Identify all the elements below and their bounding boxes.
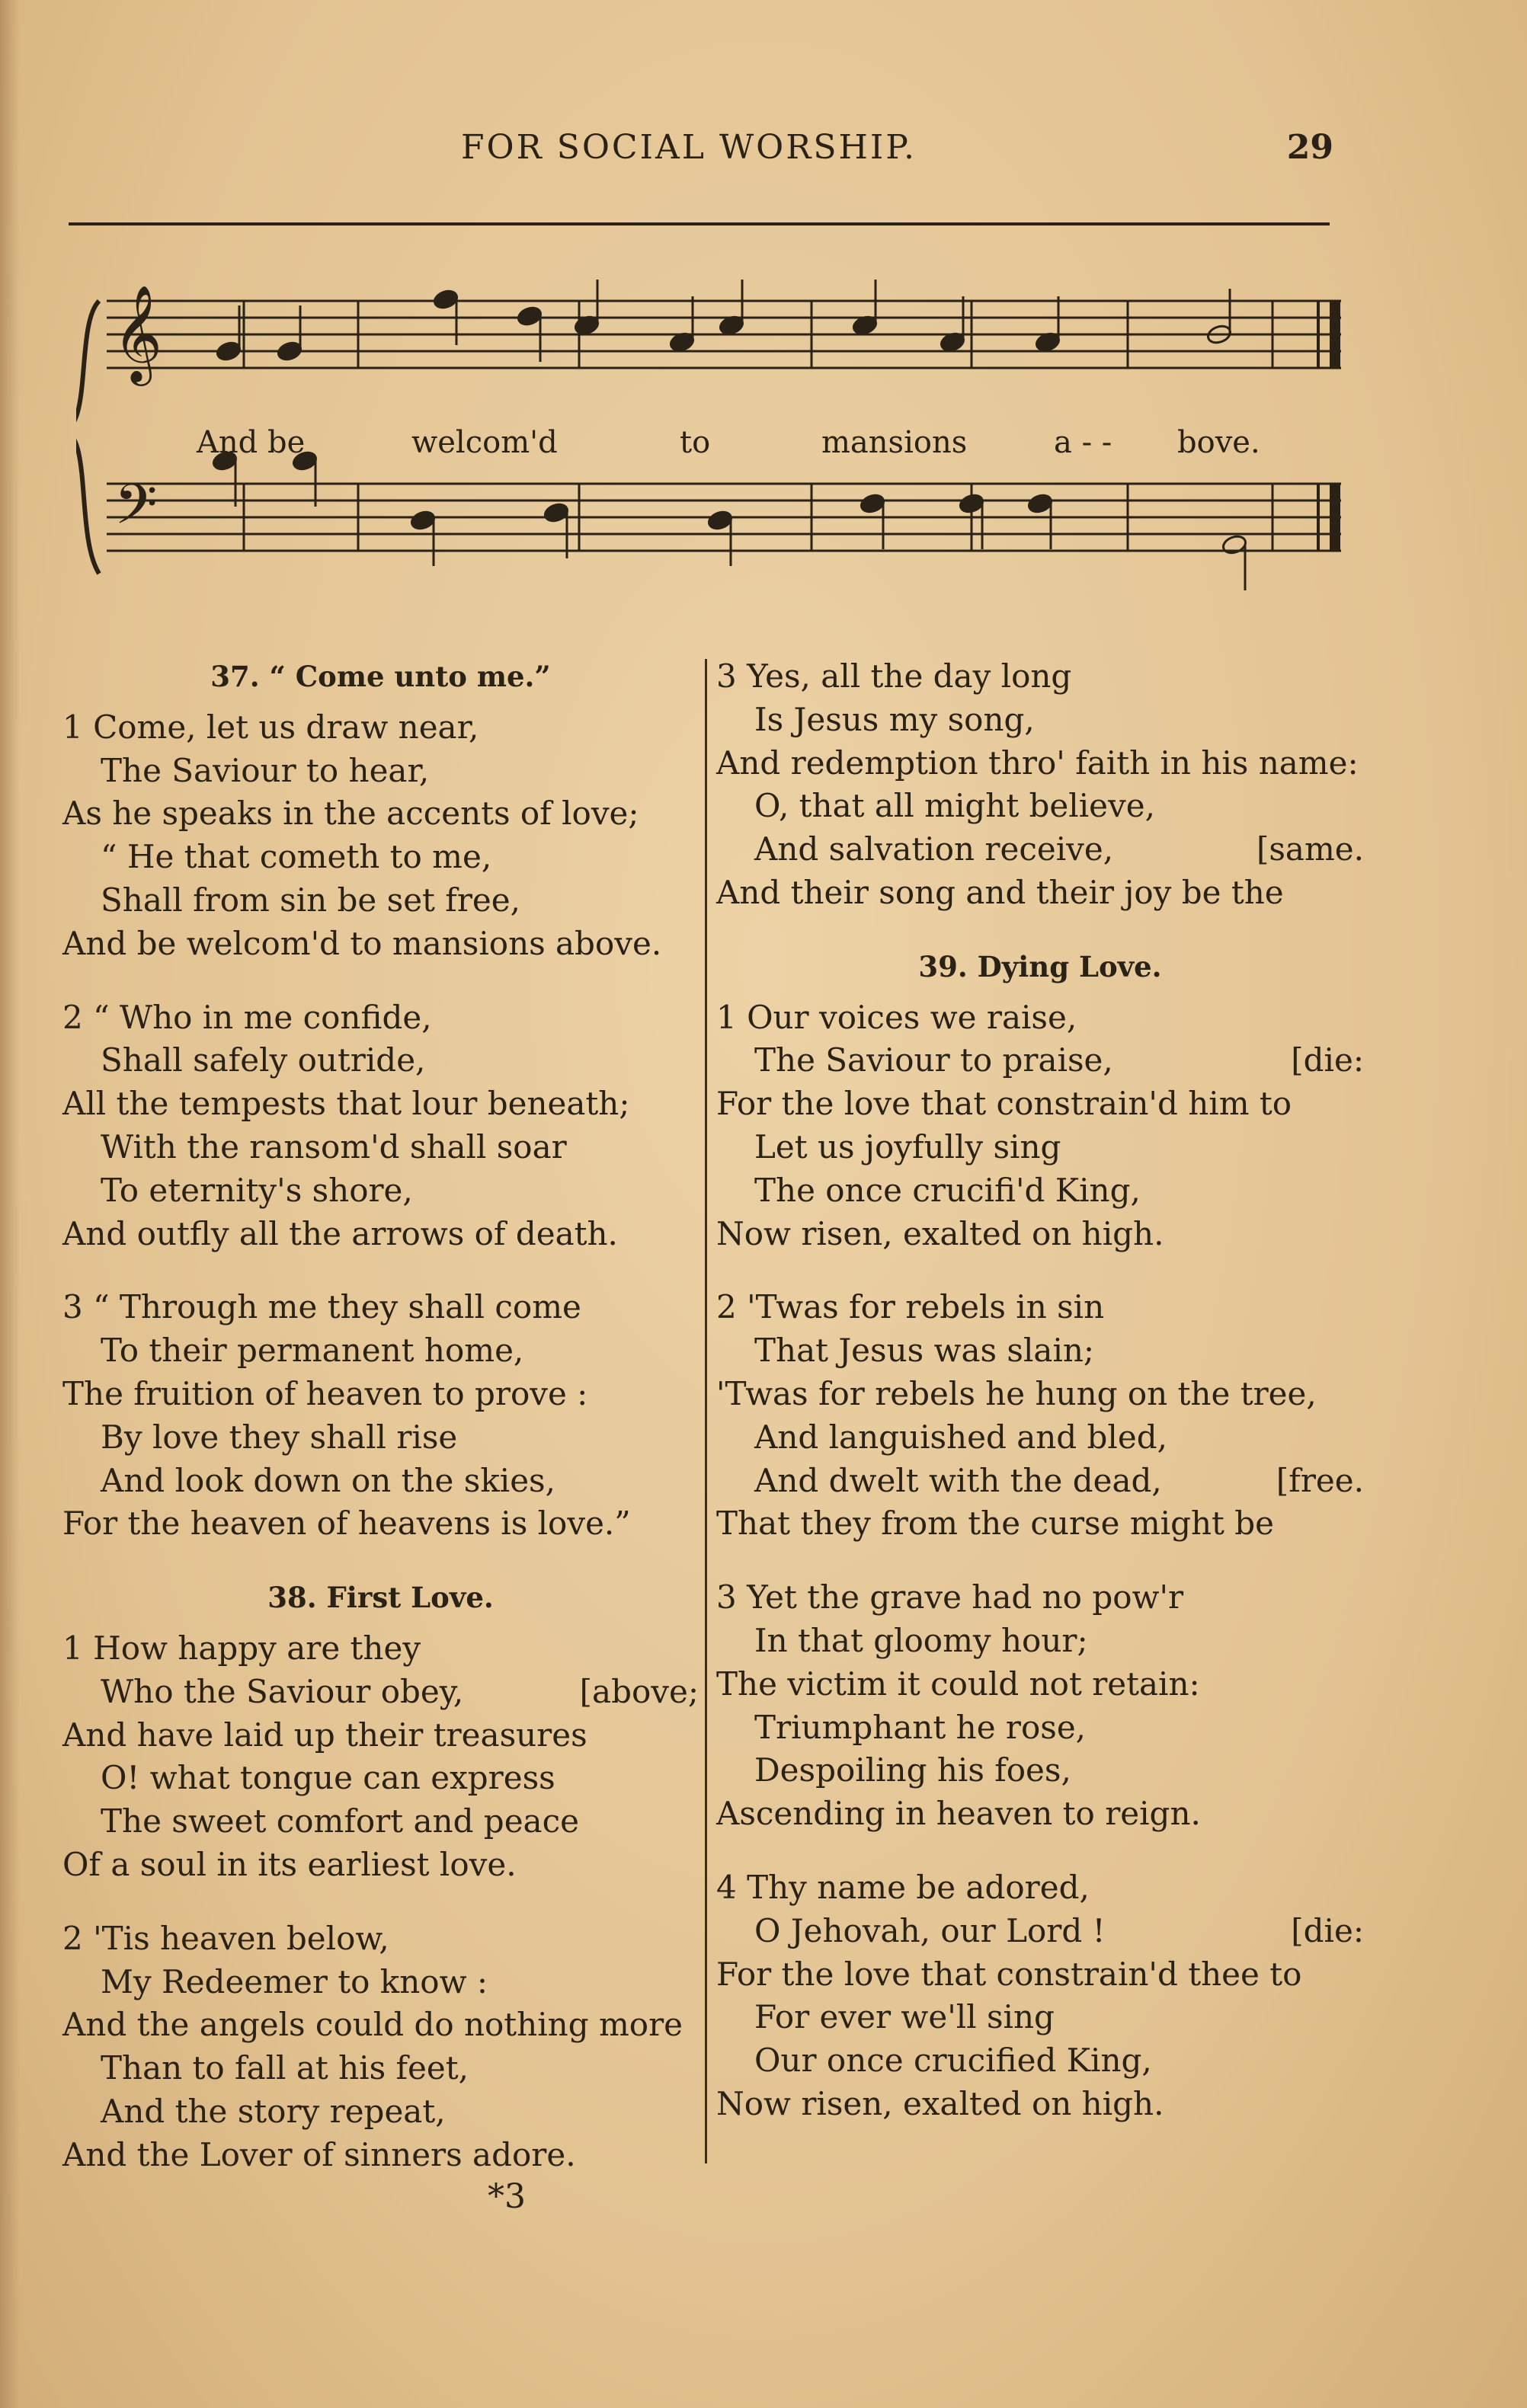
verse-line bbox=[62, 1714, 699, 1757]
verse-line-text: And have laid up their treasures bbox=[62, 1716, 587, 1754]
verse-line bbox=[62, 879, 699, 923]
verse-line-text: Our once crucified King, bbox=[754, 2042, 1152, 2080]
right-column bbox=[716, 655, 1364, 2157]
note-head bbox=[409, 509, 436, 531]
lyric-syllable: a - - bbox=[1054, 425, 1112, 460]
note-head bbox=[859, 492, 885, 514]
verse-line bbox=[62, 1126, 699, 1169]
note-head bbox=[706, 509, 733, 531]
verse-line bbox=[62, 1800, 699, 1844]
verse-line-text: 2 'Tis heaven below, bbox=[62, 1919, 389, 1957]
verse-line bbox=[62, 1082, 699, 1126]
lyric-syllable: And be bbox=[197, 425, 306, 460]
verse-line-text: 3 Yet the grave had no pow'r bbox=[716, 1578, 1184, 1617]
lyric-syllable: welcom'd bbox=[411, 425, 558, 460]
verse-line-text: O, that all might believe, bbox=[754, 787, 1155, 825]
verse-line bbox=[62, 996, 699, 1040]
stanza bbox=[62, 1627, 699, 1887]
verse-line bbox=[716, 1460, 1364, 1503]
stanza bbox=[716, 1576, 1364, 1836]
verse-line bbox=[716, 785, 1364, 828]
final-bar-thick bbox=[1330, 484, 1340, 551]
note-head bbox=[543, 501, 569, 523]
verse-line-text: All the tempests that lour beneath; bbox=[62, 1085, 630, 1123]
verse-line bbox=[716, 1866, 1364, 1910]
lyric-syllable: mansions bbox=[821, 425, 968, 460]
verse-line-text: Of a soul in its earliest love. bbox=[62, 1845, 517, 1883]
verse-line-text: O! what tongue can express bbox=[101, 1759, 555, 1797]
verse-line-text: The sweet comfort and peace bbox=[101, 1802, 579, 1840]
verse-line bbox=[716, 871, 1364, 915]
verse-line-text: And dwelt with the dead, bbox=[754, 1461, 1162, 1499]
left-column bbox=[62, 655, 699, 2208]
verse-line bbox=[716, 1082, 1364, 1126]
verse-line bbox=[62, 2003, 699, 2047]
verse-line-text: And redemption thro' faith in his name: bbox=[716, 744, 1359, 782]
verse-line bbox=[62, 1627, 699, 1671]
verse-line-text: “ He that cometh to me, bbox=[101, 838, 492, 876]
verse-line-text: To their permanent home, bbox=[101, 1332, 524, 1370]
verse-line-text: 2 “ Who in me confide, bbox=[62, 998, 432, 1036]
verse-line-text: And the story repeat, bbox=[101, 2092, 446, 2130]
running-head: FOR SOCIAL WORSHIP. bbox=[461, 128, 917, 167]
verse-line bbox=[62, 1039, 699, 1082]
verse-line bbox=[716, 1996, 1364, 2039]
verse-line-text: And the Lover of sinners adore. bbox=[62, 2135, 576, 2173]
verse-line bbox=[716, 1620, 1364, 1663]
verse-line bbox=[716, 1953, 1364, 1997]
music-score bbox=[76, 278, 1372, 606]
page-header bbox=[69, 128, 1333, 174]
verse-line-text: That they from the curse might be bbox=[716, 1505, 1274, 1543]
stanza bbox=[716, 1866, 1364, 2126]
verse-line-text: To eternity's shore, bbox=[101, 1171, 413, 1209]
verse-line bbox=[716, 742, 1364, 785]
verse-line bbox=[716, 1416, 1364, 1460]
verse-line bbox=[62, 1757, 699, 1800]
note-head bbox=[276, 340, 303, 362]
verse-line-text: O Jehovah, our Lord ! bbox=[754, 1911, 1106, 1949]
verse-line-text: My Redeemer to know : bbox=[101, 1962, 488, 2000]
verse-line-text: By love they shall rise bbox=[101, 1418, 458, 1456]
verse-line-text: The Saviour to hear, bbox=[101, 751, 430, 789]
note-head bbox=[215, 340, 242, 362]
verse-line bbox=[716, 655, 1364, 699]
verse-line-text: Ascending in heaven to reign. bbox=[716, 1795, 1201, 1833]
verse-line-text: 4 Thy name be adored, bbox=[716, 1868, 1090, 1906]
stanza bbox=[716, 1286, 1364, 1546]
verse-line-text: In that gloomy hour; bbox=[754, 1621, 1088, 1659]
verse-line-text: For the love that constrain'd him to bbox=[716, 1085, 1292, 1123]
verse-line bbox=[716, 2083, 1364, 2126]
verse-line-text: Than to fall at his feet, bbox=[101, 2049, 469, 2087]
verse-line-text: For ever we'll sing bbox=[754, 1998, 1055, 2036]
verse-line bbox=[62, 750, 699, 793]
stanza bbox=[62, 996, 699, 1256]
verse-line bbox=[716, 1126, 1364, 1169]
verse-line-text: The victim it could not retain: bbox=[716, 1664, 1200, 1703]
verse-line bbox=[62, 792, 699, 836]
verse-line-text: Triumphant he rose, bbox=[754, 1708, 1087, 1746]
stanza bbox=[62, 1286, 699, 1546]
verse-line bbox=[716, 699, 1364, 742]
note-head bbox=[1026, 492, 1053, 514]
verse-line bbox=[716, 1910, 1364, 1953]
header-rule bbox=[69, 222, 1330, 225]
lyric-syllable: bove. bbox=[1177, 425, 1260, 460]
final-bar-thick bbox=[1330, 301, 1340, 368]
verse-line-text: And their song and their joy be the bbox=[716, 873, 1284, 911]
verse-line-text: Let us joyfully sing bbox=[754, 1127, 1061, 1166]
verse-line bbox=[62, 1373, 699, 1416]
verse-line-text: As he speaks in the accents of love; bbox=[62, 795, 639, 833]
verse-line bbox=[62, 1671, 699, 1714]
verse-line bbox=[62, 923, 699, 966]
hymn-title: 37. “ Come unto me.” bbox=[210, 660, 551, 693]
carryover-word: [free. bbox=[1276, 1461, 1364, 1499]
verse-line bbox=[716, 2039, 1364, 2083]
stanza bbox=[716, 996, 1364, 1256]
verse-line bbox=[62, 1329, 699, 1373]
hymn-title: 38. First Love. bbox=[267, 1581, 494, 1615]
column-divider bbox=[705, 659, 707, 2163]
verse-line bbox=[62, 1844, 699, 1887]
verse-line-text: Who the Saviour obey, bbox=[101, 1672, 464, 1710]
verse-line bbox=[62, 1460, 699, 1503]
verse-line bbox=[716, 1749, 1364, 1792]
page-edge bbox=[0, 0, 20, 2408]
verse-line bbox=[62, 1213, 699, 1256]
verse-line bbox=[716, 1286, 1364, 1329]
verse-line-text: That Jesus was slain; bbox=[754, 1332, 1095, 1370]
verse-line-text: 3 “ Through me they shall come bbox=[62, 1288, 581, 1326]
verse-line bbox=[716, 1792, 1364, 1836]
verse-line bbox=[716, 1502, 1364, 1546]
verse-line-text: With the ransom'd shall soar bbox=[101, 1127, 567, 1166]
carryover-word: [above; bbox=[579, 1672, 699, 1710]
verse-line bbox=[716, 1373, 1364, 1416]
hymn-title: 39. Dying Love. bbox=[918, 949, 1162, 983]
verse-line bbox=[716, 1213, 1364, 1256]
verse-line-text: Now risen, exalted on high. bbox=[716, 1214, 1164, 1252]
verse-line bbox=[62, 1917, 699, 1961]
verse-line-text: Now risen, exalted on high. bbox=[716, 2084, 1164, 2122]
verse-line-text: And languished and bled, bbox=[754, 1418, 1167, 1456]
carryover-word: [same. bbox=[1256, 830, 1364, 868]
verse-line-text: And the angels could do nothing more bbox=[62, 2006, 683, 2044]
verse-line-text: 3 Yes, all the day long bbox=[716, 657, 1072, 695]
note-head bbox=[958, 492, 984, 514]
verse-line-text: The Saviour to praise, bbox=[754, 1041, 1113, 1079]
verse-line-text: 'Twas for rebels he hung on the tree, bbox=[716, 1374, 1317, 1412]
verse-line-text: The once crucifi'd King, bbox=[754, 1171, 1141, 1209]
verse-line-text: And salvation receive, bbox=[754, 830, 1114, 868]
verse-line-text: 1 Our voices we raise, bbox=[716, 998, 1077, 1036]
carryover-word: [die: bbox=[1291, 1911, 1364, 1949]
stanza bbox=[62, 706, 699, 966]
verse-line-text: 1 How happy are they bbox=[62, 1629, 421, 1667]
verse-line bbox=[716, 1039, 1364, 1082]
verse-line bbox=[62, 2134, 699, 2177]
verse-line bbox=[716, 1663, 1364, 1706]
verse-line-text: The fruition of heaven to prove : bbox=[62, 1374, 588, 1412]
verse-line bbox=[716, 996, 1364, 1040]
bass-clef: 𝄢 bbox=[114, 472, 158, 550]
note-head bbox=[432, 288, 459, 310]
lyric-syllable: to bbox=[680, 425, 711, 460]
note-head bbox=[1221, 533, 1247, 555]
carryover-word: [die: bbox=[1291, 1041, 1364, 1079]
verse-line-text: Shall safely outride, bbox=[101, 1041, 426, 1079]
verse-line bbox=[716, 828, 1364, 871]
verse-line bbox=[62, 706, 699, 750]
verse-line-text: 2 'Twas for rebels in sin bbox=[716, 1288, 1105, 1326]
verse-line-text: For the heaven of heavens is love.” bbox=[62, 1505, 631, 1543]
verse-line-text: And outfly all the arrows of death. bbox=[62, 1214, 618, 1252]
verse-line-text: Is Jesus my song, bbox=[754, 700, 1035, 738]
verse-line-text: Shall from sin be set free, bbox=[101, 881, 520, 919]
verse-line bbox=[62, 1961, 699, 2004]
verse-line bbox=[62, 2047, 699, 2090]
verse-line bbox=[716, 1169, 1364, 1213]
verse-line bbox=[62, 1416, 699, 1460]
verse-line-text: And look down on the skies, bbox=[101, 1461, 555, 1499]
stanza bbox=[716, 655, 1364, 915]
verse-line-text: For the love that constrain'd thee to bbox=[716, 1955, 1302, 1993]
verse-line-text: Despoiling his foes, bbox=[754, 1751, 1071, 1789]
verse-line bbox=[716, 1576, 1364, 1620]
verse-line bbox=[716, 1329, 1364, 1373]
verse-line bbox=[716, 1706, 1364, 1750]
verse-line bbox=[62, 1169, 699, 1213]
verse-line-text: 1 Come, let us draw near, bbox=[62, 708, 479, 746]
verse-line bbox=[62, 2090, 699, 2134]
signature-mark: *3 bbox=[488, 2177, 526, 2216]
verse-line-text: And be welcom'd to mansions above. bbox=[62, 924, 662, 962]
brace bbox=[76, 301, 99, 574]
treble-clef: 𝄞 bbox=[113, 284, 163, 382]
verse-line bbox=[62, 836, 699, 879]
verse-line bbox=[62, 1502, 699, 1546]
page-number: 29 bbox=[1286, 128, 1333, 167]
verse-line bbox=[62, 1286, 699, 1329]
note-head bbox=[516, 305, 543, 327]
stanza bbox=[62, 1917, 699, 2177]
